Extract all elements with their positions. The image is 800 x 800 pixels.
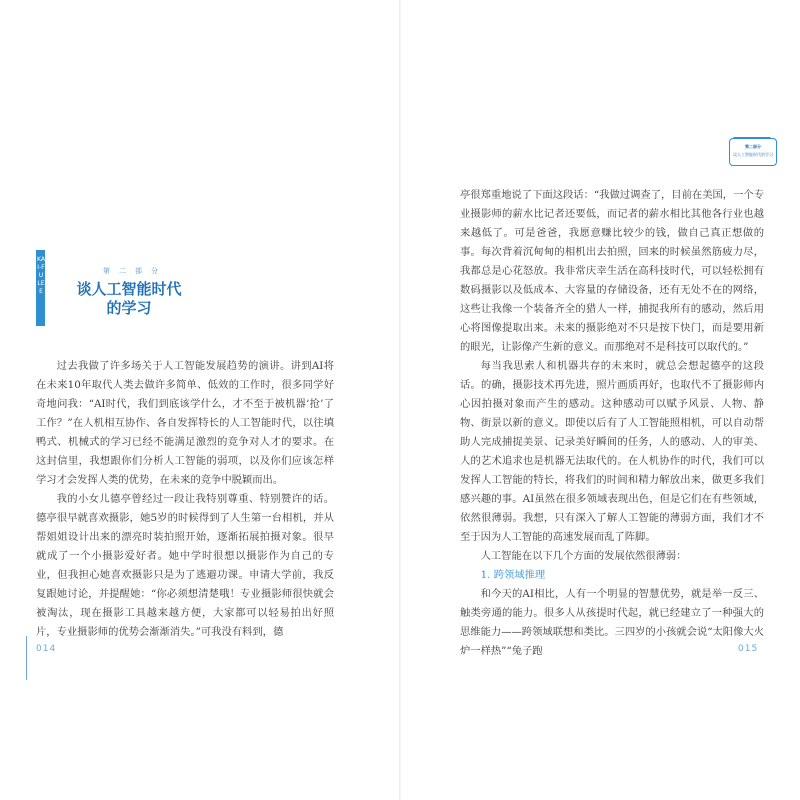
header-tab-line1: 第二部分: [745, 144, 761, 149]
chapter-label: 第二部分: [103, 267, 167, 275]
paragraph: 过去我做了许多场关于人工智能发展趋势的演讲。讲到AI将在未来10年取代人类去做许多简单、低效的工作时，很多同学好奇地问我：“AI时代，我们到底该学什么，才不至于被机器‘抢’了工作？”在人机相互协作、各自发挥特长的人工智能时代，以往填鸭式、机械式的学习已经不能满足激烈的竞争对人才的要求。在这封信里，我想跟你们分析人工智能的弱项，以及你们应该怎样学习才会发挥人类的优势，在未来的竞争中脱颖而出。: [36, 360, 334, 486]
paragraph: 亭很郑重地说了下面这段话：“我做过调查了，目前在美国，一个专业摄影师的薪水比记者还要低，而记者的薪水相比其他各行业也越来越低了。可是爸爸，我愿意赚比较少的钱，做自己真正想做的事。每次背着沉甸甸的相机出去拍照，回来的时候虽然筋疲力尽，我都总是心花怒放。我非常庆幸生活在高科技时代，可以轻松拥有数码摄影以及低成本、大容量的存储设备，还有无处不在的网络，这些让我像一个装备齐全的猎人一样，捕捉我所有的感动，然后用心将图像提取出来。未来的摄影绝对不只是按下快门，而是要用新的眼光，让影像产生新的意义。而那绝对不是科技可以取代的。”: [460, 189, 764, 353]
paragraph: 人工智能在以下几个方面的发展依然很薄弱：: [480, 550, 687, 562]
page-number-left: 014: [36, 644, 57, 654]
chapter-title-line1: 谈人工智能时代: [76, 280, 182, 298]
folio-rule: [26, 636, 27, 680]
chapter-title: [64, 280, 194, 318]
section-heading: 1. 跨领域推理: [480, 569, 546, 581]
paragraph: 每当我思索人和机器共存的未来时，就总会想起德亭的这段话。的确，摄影技术再先进，照片画质再好，也取代不了摄影师内心因拍摄对象而产生的感动。这种感动可以赋予风景、人物、静物、街景以新的意义。即使以后有了人工智能照相机，可以自动帮助人完成捕捉美景、记录美好瞬间的任务，人的感动、人的审美、人的艺术追求也是机器无法取代的。在人机协作的时代，我们可以发挥人工智能的特长，将我们的时间和精力解放出来，做更多我们感兴趣的事。AI虽然在很多领域表现出色，但是它们在有些领域，依然很薄弱。我想，只有深入了解人工智能的薄弱方面，我们才不至于因为人工智能的高速发展而乱了阵脚。: [460, 360, 764, 543]
chapter-side-label: KAI-FU LEE: [37, 256, 45, 295]
page-number-right: 015: [738, 644, 759, 654]
right-body-text: [460, 186, 764, 661]
chapter-title-line2: 的学习: [106, 299, 152, 317]
paragraph: 和今天的AI相比，人有一个明显的智慧优势，就是举一反三、触类旁通的能力。很多人从孩提时代起，就已经建立了一种强大的思维能力——跨领域联想和类比。三四岁的小孩就会说“太阳像大火炉一样热”“兔子跑: [460, 588, 764, 657]
left-body-text: [36, 357, 334, 642]
header-tab: [729, 138, 777, 166]
header-tab-line2: 谈人工智能时代的学习: [733, 152, 773, 157]
paragraph: 我的小女儿德亭曾经过一段让我特别尊重、特别赞许的话。德亭很早就喜欢摄影，她5岁的时候得到了人生第一台相机，并从帮姐姐设计出来的漂亮时装拍照开始，逐渐拓展拍摄对象。很早就成了一个小摄影爱好者。她中学时很想以摄影作为自己的专业，但我担心她喜欢摄影只是为了逃避功课。申请大学前，我反复跟她讨论，并提醒她：“你必须想清楚哦！专业摄影师很快就会被淘汰，现在摄影工具越来越方便，大家都可以轻易拍出好照片，专业摄影师的优势会渐渐消失。”可我没有料到，德: [36, 493, 334, 638]
